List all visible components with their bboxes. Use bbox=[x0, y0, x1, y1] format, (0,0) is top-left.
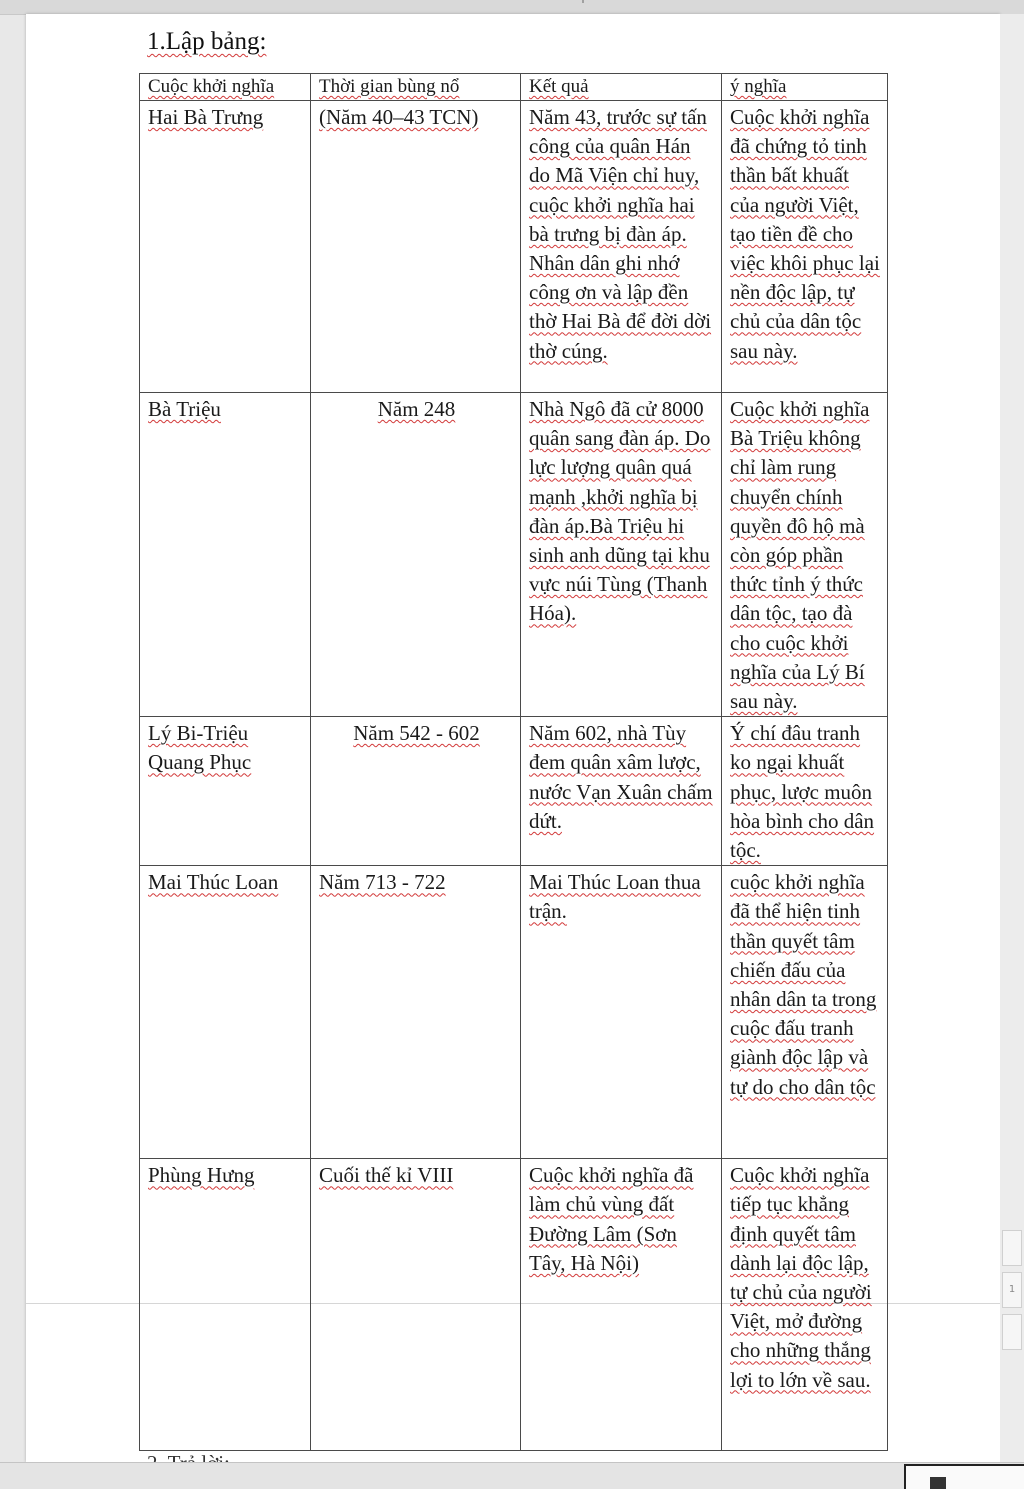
cell-time: (Năm 40–43 TCN) bbox=[311, 101, 521, 393]
ruler-tick bbox=[582, 0, 584, 3]
cell-meaning: Ý chí đâu tranh ko ngại khuất phục, lược muôn hòa bình cho dân tộc. bbox=[722, 717, 888, 866]
header-cell-uprising: Cuộc khởi nghĩa bbox=[140, 74, 311, 101]
section-heading: 1.Lập bảng: bbox=[147, 28, 267, 55]
uprisings-table bbox=[139, 73, 888, 1451]
table-row bbox=[140, 101, 888, 393]
cell-result: Cuộc khởi nghĩa đã làm chủ vùng đất Đường Lâm (Sơn Tây, Hà Nội) bbox=[521, 1159, 722, 1451]
cell-result: Năm 43, trước sự tấn công của quân Hán do Mã Viện chỉ huy, cuộc khởi nghĩa hai bà trưng bị đàn áp. Nhân dân ghi nhớ công ơn và lập đền thờ Hai Bà để đời dời thờ cúng. bbox=[521, 101, 722, 393]
cell-meaning: Cuộc khởi nghĩa đã chứng tỏ tinh thần bất khuất của người Việt, tạo tiền đề cho việc khôi phục lại nền độc lập, tự chủ của dân tộc sau này. bbox=[722, 101, 888, 393]
status-bar bbox=[0, 1462, 1024, 1489]
table-row bbox=[140, 866, 888, 1159]
scroll-button-down[interactable] bbox=[1002, 1314, 1022, 1350]
ruler-strip bbox=[0, 0, 1024, 15]
header-cell-meaning: ý nghĩa bbox=[722, 74, 888, 101]
cell-result: Nhà Ngô đã cử 8000 quân sang đàn áp. Do lực lượng quân quá mạnh ,khởi nghĩa bị đàn áp.Bà Triệu hi sinh anh dũng tại khu vực núi Tùng (Thanh Hóa). bbox=[521, 393, 722, 717]
cell-uprising-name: Hai Bà Trưng bbox=[140, 101, 311, 393]
cell-uprising-name: Lý Bi-Triệu Quang Phục bbox=[140, 717, 311, 866]
square-icon bbox=[930, 1477, 946, 1489]
cell-time: Năm 542 - 602 bbox=[311, 717, 521, 866]
cell-uprising-name: Mai Thúc Loan bbox=[140, 866, 311, 1159]
table-row bbox=[140, 717, 888, 866]
right-scroll-rail bbox=[1000, 14, 1024, 1462]
cell-time: Năm 248 bbox=[311, 393, 521, 717]
status-widget[interactable] bbox=[904, 1464, 1024, 1489]
table-row bbox=[140, 393, 888, 717]
scroll-button-up[interactable] bbox=[1002, 1230, 1022, 1266]
cell-meaning: cuộc khởi nghĩa đã thể hiện tinh thần quyết tâm chiến đấu của nhân dân ta trong cuộc đấu tranh giành độc lập và tự do cho dân tộc bbox=[722, 866, 888, 1159]
page-marker[interactable]: 1 bbox=[1002, 1272, 1022, 1308]
cell-meaning: Cuộc khởi nghĩa Bà Triệu không chỉ làm rung chuyển chính quyền đô hộ mà còn góp phần thức tỉnh ý thức dân tộc, tạo đà cho cuộc khởi nghĩa của Lý Bí sau này. bbox=[722, 393, 888, 717]
cell-result: Năm 602, nhà Tùy đem quân xâm lược, nước Vạn Xuân chấm dứt. bbox=[521, 717, 722, 866]
header-cell-result: Kết quả bbox=[521, 74, 722, 101]
header-cell-time: Thời gian bùng nổ bbox=[311, 74, 521, 101]
cell-uprising-name: Phùng Hưng bbox=[140, 1159, 311, 1451]
table-header-row bbox=[140, 74, 888, 101]
cell-time: Cuối thế kỉ VIII bbox=[311, 1159, 521, 1451]
cell-time: Năm 713 - 722 bbox=[311, 866, 521, 1159]
cell-meaning: Cuộc khởi nghĩa tiếp tục khẳng định quyết tâm dành lại độc lập, tự chủ của người Việt, mở đường cho những thắng lợi to lớn về sau. bbox=[722, 1159, 888, 1451]
cell-uprising-name: Bà Triệu bbox=[140, 393, 311, 717]
table-row bbox=[140, 1159, 888, 1451]
cell-result: Mai Thúc Loan thua trận. bbox=[521, 866, 722, 1159]
